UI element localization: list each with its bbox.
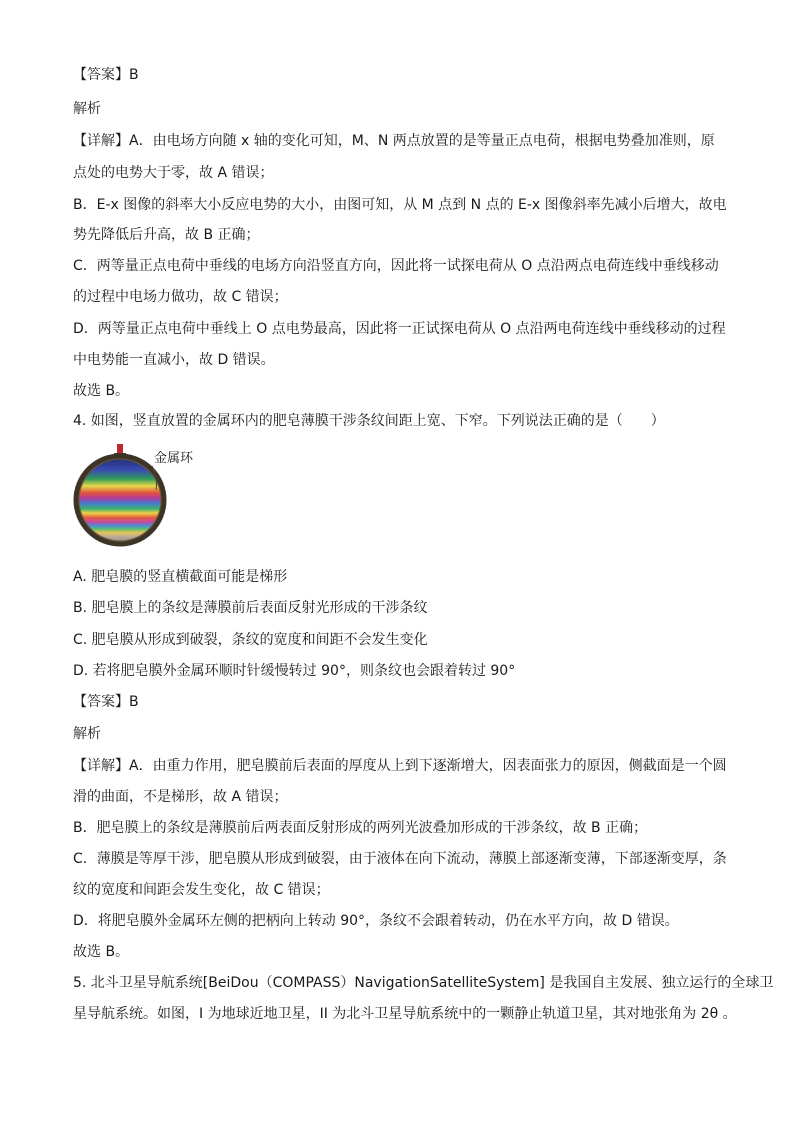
analysis-line: 故选 B。: [73, 383, 130, 399]
option-c: C. 肥皂膜从形成到破裂，条纹的宽度和间距不会发生变化: [73, 632, 428, 648]
option-a: A. 肥皂膜的竖直横截面可能是梯形: [73, 569, 288, 585]
question-5-stem: 星导航系统。如图，I 为地球近地卫星，II 为北斗卫星导航系统中的一颗静止轨道卫星，其对地张角为 2θ 。: [73, 1006, 737, 1022]
question-4-stem: 4. 如图，竖直放置的金属环内的肥皂薄膜干涉条纹间距上宽、下窄。下列说法正确的是（ ）: [73, 413, 665, 429]
analysis-line: 【详解】A．由电场方向随 x 轴的变化可知，M、N 两点放置的是等量正点电荷，根据电势叠加准则，原: [73, 133, 715, 149]
answer-label: 【答案】B: [73, 694, 139, 710]
option-b: B. 肥皂膜上的条纹是薄膜前后表面反射光形成的干涉条纹: [73, 600, 428, 616]
analysis-line: B．肥皂膜上的条纹是薄膜前后两表面反射形成的两列光波叠加形成的干涉条纹，故 B 正确；: [73, 820, 648, 836]
analysis-heading: 解析: [73, 726, 101, 742]
answer-label: 【答案】B: [73, 67, 139, 83]
analysis-line: D．两等量正点电荷中垂线上 O 点电势最高，因此将一正试探电荷从 O 点沿两电荷连线中垂线移动的过程: [73, 321, 726, 337]
analysis-line: 故选 B。: [73, 944, 130, 960]
analysis-line: 滑的曲面，不是梯形，故 A 错误；: [73, 789, 288, 805]
soap-film-figure: [72, 442, 202, 552]
analysis-line: 纹的宽度和间距会发生变化，故 C 错误；: [73, 882, 330, 898]
question-5-stem: 5. 北斗卫星导航系统[BeiDou（COMPASS）NavigationSatelliteSystem] 是我国自主发展、独立运行的全球卫: [73, 975, 774, 991]
ring-handle: [117, 444, 123, 454]
analysis-line: 的过程中电场力做功，故 C 错误；: [73, 289, 288, 305]
analysis-line: C．两等量正点电荷中垂线的电场方向沿竖直方向，因此将一试探电荷从 O 点沿两点电荷连线中垂线移动: [73, 258, 719, 274]
analysis-line: B．E-x 图像的斜率大小反应电势的大小，由图可知，从 M 点到 N 点的 E-x 图像斜率先减小后增大，故电: [73, 197, 727, 213]
analysis-heading: 解析: [73, 101, 101, 117]
analysis-line: C．薄膜是等厚干涉，肥皂膜从形成到破裂，由于液体在向下流动，薄膜上部逐渐变薄，下部逐渐变厚，条: [73, 851, 727, 867]
analysis-line: 点处的电势大于零，故 A 错误；: [73, 165, 274, 181]
analysis-line: 势先降低后升高，故 B 正确；: [73, 227, 260, 243]
analysis-line: 【详解】A．由重力作用，肥皂膜前后表面的厚度从上到下逐渐增大，因表面张力的原因，侧截面是一个圆: [73, 758, 727, 774]
option-d: D. 若将肥皂膜外金属环顺时针缓慢转过 90°，则条纹也会跟着转过 90°: [73, 663, 516, 679]
figure-label-metal-ring: 金属环: [154, 451, 194, 466]
metal-ring-illustration: [72, 442, 202, 552]
analysis-line: D．将肥皂膜外金属环左侧的把柄向上转动 90°，条纹不会跟着转动，仍在水平方向，故 D 错误。: [73, 913, 679, 929]
analysis-line: 中电势能一直减小，故 D 错误。: [73, 352, 275, 368]
